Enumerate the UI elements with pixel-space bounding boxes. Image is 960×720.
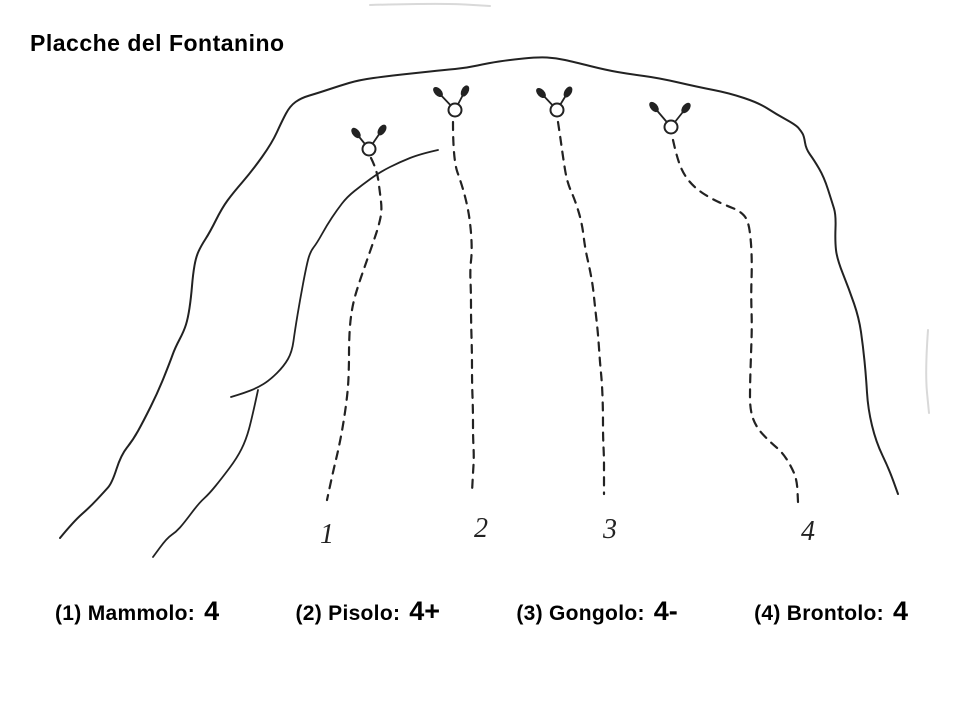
scan-artifact-line (370, 4, 490, 6)
legend-item-brontolo (754, 596, 908, 627)
route-number-label-1: 1 (320, 519, 334, 550)
page-title: Placche del Fontanino (30, 30, 285, 56)
legend-route-name: (1) Mammolo: (55, 602, 196, 625)
legend-item-mammolo (55, 596, 219, 627)
route-path-4 (673, 140, 798, 502)
legend-route-grade: 4 (892, 596, 908, 626)
anchor-bolt-icon (376, 123, 389, 137)
route-number-label-4: 4 (801, 516, 815, 547)
legend-route-name: (3) Gongolo: (516, 602, 645, 625)
legend-route-name: (4) Brontolo: (754, 602, 884, 625)
anchor-ring-icon (551, 104, 564, 117)
anchor-ring-icon (665, 121, 678, 134)
rock-outline (60, 57, 898, 538)
legend-item-pisolo (295, 596, 440, 627)
route-path-1 (327, 158, 381, 500)
slab-line (153, 390, 258, 557)
route-legend (55, 596, 908, 627)
legend-route-grade: 4- (653, 596, 678, 626)
anchor-ring-icon (449, 104, 462, 117)
route-number-label-3: 3 (603, 514, 617, 545)
anchor-ring-icon (363, 143, 376, 156)
legend-route-name: (2) Pisolo: (295, 602, 401, 625)
route-path-3 (558, 122, 604, 494)
route-number-label-2: 2 (474, 513, 488, 544)
route-path-2 (453, 122, 474, 492)
scan-artifact-line (926, 330, 929, 413)
legend-item-gongolo (516, 596, 677, 627)
anchor-bolt-icon (459, 84, 471, 98)
legend-route-grade: 4+ (409, 596, 441, 626)
ledge-line (231, 150, 438, 397)
legend-route-grade: 4 (204, 596, 220, 626)
anchor-bolt-icon (562, 85, 574, 99)
